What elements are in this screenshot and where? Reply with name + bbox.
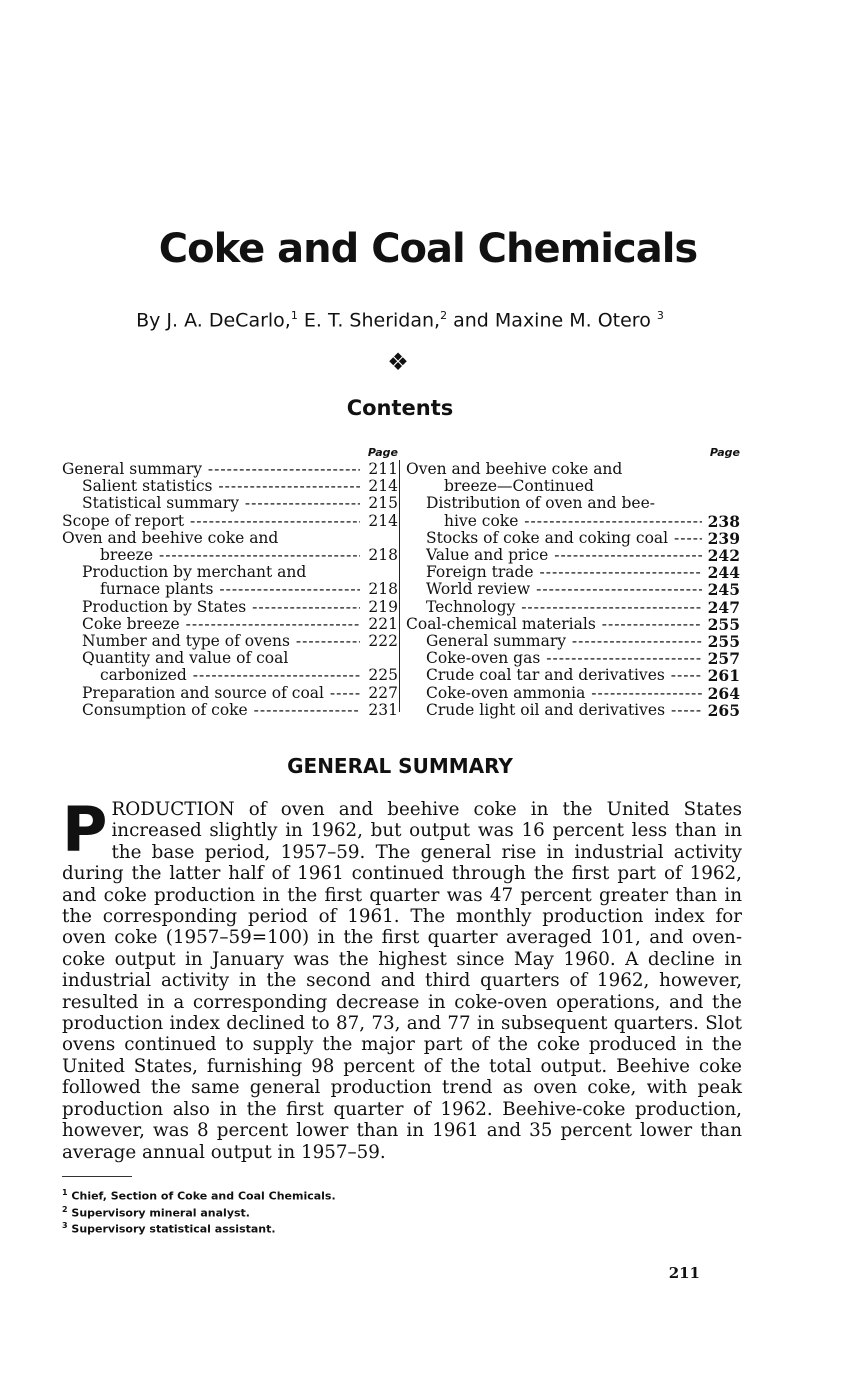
toc-entry-label: Stocks of coke and coking coal ----- [406,530,702,547]
footnote-divider [62,1176,132,1177]
toc-entry[interactable] [62,478,398,495]
toc-page-header: Page [367,446,398,459]
ornament-icon: ❖ [387,348,409,376]
toc-divider [399,460,400,712]
toc-entry-label: Coke-oven gas ----- [406,650,702,667]
toc-entry-page: 211 [368,460,398,478]
page-number: 211 [668,1264,700,1282]
toc-entry[interactable] [62,633,398,650]
toc-entry-label: World review ----- [406,581,702,598]
toc-entry-label: breeze—Continued [444,478,594,496]
toc-entry[interactable] [406,478,740,495]
toc-entry-label: breeze ----- [62,547,360,564]
toc-entry-label: Value and price ----- [406,547,702,564]
toc-entry-label: Production by States ----- [62,599,360,616]
toc-entry[interactable] [406,530,740,547]
toc-entry-page: 244 [707,563,740,583]
toc-entry-label: Crude coal tar and derivatives ----- [406,667,702,684]
toc-entry-label: Distribution of oven and bee- [426,495,656,513]
page-title: Coke and Coal Chemicals [158,226,698,272]
toc-entry[interactable] [406,667,740,684]
toc-entry-page: 255 [707,632,740,652]
toc-entry-label: Coke-oven ammonia ----- [406,685,702,702]
toc-entry-page: 264 [707,683,740,703]
toc-entry-label: General summary ----- [406,633,702,650]
toc-entry-page: 219 [368,597,398,616]
toc-entry[interactable] [62,495,398,512]
footnote-mark: 1 [62,1188,68,1197]
toc-entry-label: Oven and beehive coke and [62,529,279,547]
footnote-text: Supervisory mineral analyst. [71,1206,250,1220]
footnote-ref-1[interactable]: 1 [290,309,298,322]
footnote [62,1219,562,1236]
toc-entry[interactable] [62,616,398,633]
footnotes [62,1186,562,1236]
toc-entry-page: 218 [368,580,398,599]
toc-entry-label: Number and type of ovens ----- [62,633,360,650]
toc-entry[interactable] [406,461,740,478]
toc-entry[interactable] [406,650,740,667]
toc-entry-page: 261 [707,666,740,686]
toc-entry-label: Foreign trade ----- [406,564,702,581]
toc-entry[interactable] [406,581,740,598]
toc-entry-page: 257 [707,649,740,669]
toc-entry-page: 222 [368,632,398,651]
toc-entry[interactable] [62,581,398,598]
author-1: By J. A. DeCarlo, [136,309,291,332]
toc-entry[interactable] [62,530,398,547]
toc-entry-label: Production by merchant and [82,564,307,582]
toc-left-column [62,444,398,719]
toc-entry-label: Preparation and source of coal ----- [62,685,360,702]
toc-entry[interactable] [406,547,740,564]
toc-entry[interactable] [62,667,398,684]
toc-entry-label: Coal-chemical materials ----- [406,616,702,633]
toc-entry[interactable] [406,616,740,633]
toc-entry-page: 215 [368,494,398,513]
toc-entry[interactable] [62,685,398,702]
footnote [62,1203,562,1220]
section-heading: GENERAL SUMMARY [287,754,513,778]
toc-entry[interactable] [406,564,740,581]
toc-entry[interactable] [406,702,740,719]
drop-cap: P [62,793,108,866]
footnote [62,1186,562,1203]
toc-entry-label: Salient statistics ----- [62,478,360,495]
toc-entry[interactable] [62,547,398,564]
toc-page-header: Page [709,446,740,459]
toc-entry[interactable] [406,513,740,530]
footnote-mark: 3 [62,1221,68,1231]
toc-entry-page: 255 [707,614,740,634]
toc-entry-label: Crude light oil and derivatives ----- [406,702,702,719]
toc-entry-page: 218 [368,546,398,565]
toc-entry-label: Consumption of coke ----- [62,702,360,719]
toc-entry-page: 265 [707,700,740,720]
paragraph-text: RODUCTION of oven and beehive coke in the United States increased slightly in 1962, but output was 16 percent less than in the base period, 1957–59. The general rise in industrial activity during the latter half of 1961 continued through the first part of 1962, and coke production in the first quarter was 47 percent greater than in the corresponding period of 1961. The monthly production index for oven coke (1957–59=100) in the first quarter averaged 101, and oven-coke output in January was the highest since May 1960. A decline in industrial activity in the second and third quarters of 1962, however, resulted in a corresponding decrease in coke-oven operations, and the production index declined to 87, 73, and 77 in subsequent quarters. Slot ovens continued to supply the major part of the coke produced in the United States, furnishing 98 percent of the total output. Beehive coke followed the same general production trend as oven coke, with peak production also in the first quarter of 1962. Beehive-coke production, however, was 8 percent lower than in 1961 and 35 percent lower than average annual output in 1957–59. [62,799,742,1163]
toc-entry[interactable] [406,495,740,512]
toc-entry-page: 242 [707,546,740,566]
toc-entry-page: 214 [368,477,398,496]
toc-left-list [62,461,398,719]
toc-entry-page: 238 [707,511,740,531]
footnote-text: Supervisory statistical assistant. [71,1222,276,1236]
toc-entry-page: 225 [368,666,398,685]
footnote-ref-3[interactable]: 3 [656,309,664,322]
toc-entry[interactable] [406,685,740,702]
contents-heading: Contents [346,396,454,420]
toc-entry[interactable] [62,461,398,478]
footnote-ref-2[interactable]: 2 [440,309,448,322]
toc-entry-page: 247 [707,597,740,617]
toc-entry[interactable] [62,650,398,667]
toc-entry-label: Technology ----- [406,599,702,616]
toc-entry-page: 245 [707,580,740,600]
toc-entry-page: 214 [368,511,398,530]
toc-entry-page: 221 [368,614,398,633]
toc-entry-label: Scope of report ----- [62,513,360,530]
toc-entry-label: Statistical summary ----- [62,495,360,512]
toc-entry-label: hive coke ----- [406,513,702,530]
toc-entry-label: Quantity and value of coal [82,650,289,668]
author-3: and Maxine M. Otero [447,309,651,332]
body-paragraph [62,793,742,1163]
author-2: E. T. Sheridan, [297,309,441,332]
toc-right-list [406,461,740,719]
toc-entry[interactable] [62,513,398,530]
toc-right-column [406,444,740,719]
footnote-text: Chief, Section of Coke and Coal Chemicals. [71,1189,336,1203]
toc-entry-label: General summary ----- [62,461,360,478]
byline [0,309,800,331]
toc-entry[interactable] [62,564,398,581]
toc-entry-page: 239 [707,528,740,548]
toc-entry-label: Oven and beehive coke and [406,461,623,478]
toc-entry-label: carbonized ----- [62,667,360,684]
toc-entry-label: furnace plants ----- [62,581,360,598]
toc-entry[interactable] [62,599,398,616]
toc-entry-label: Coke breeze ----- [62,616,360,633]
toc-entry[interactable] [62,702,398,719]
toc-entry[interactable] [406,633,740,650]
toc-entry[interactable] [406,599,740,616]
footnote-mark: 2 [62,1204,68,1214]
toc-entry-page: 231 [368,700,398,719]
toc-entry-page: 227 [368,683,398,702]
